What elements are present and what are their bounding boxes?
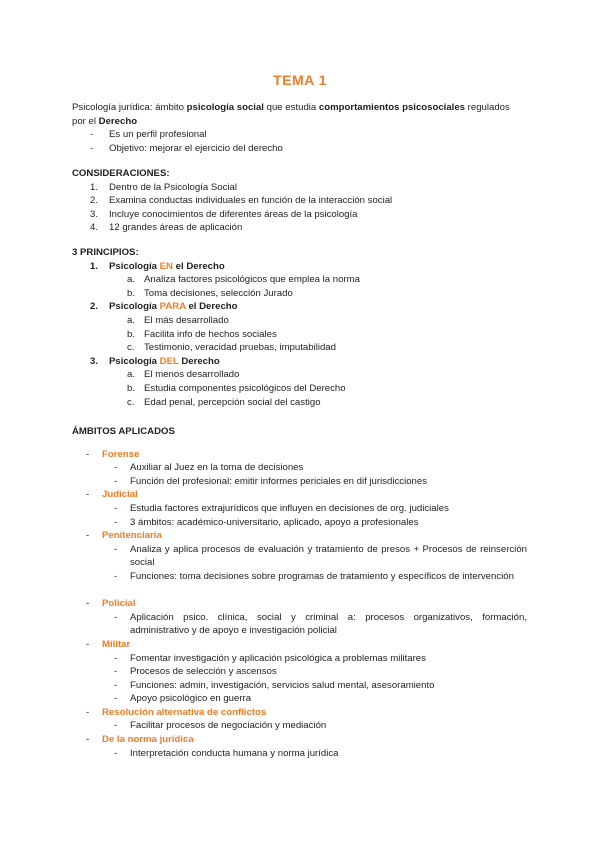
- list-item: - Apoyo psicológico en guerra: [114, 693, 252, 705]
- list-item: c. Edad penal, percepción social del castigo: [127, 396, 321, 408]
- list-item: 3. Incluye conocimientos de diferentes áreas de la psicología: [90, 208, 358, 220]
- intro-text: por el: [72, 115, 99, 127]
- principio-item: 2. Psicología PARA el Derecho: [90, 301, 238, 313]
- intro-bold: psicología social: [186, 102, 264, 113]
- consideraciones-section: [72, 167, 532, 235]
- list-item: b. Facilita info de hechos sociales: [127, 328, 277, 340]
- list-item: - Funciones: admin, investigación, servicios salud mental, asesoramiento: [114, 679, 435, 691]
- principio-item: 1. Psicología EN el Derecho: [90, 260, 225, 272]
- list-item: - Estudia factores extrajurídicos que influyen en decisiones de org. judiciales: [114, 502, 449, 514]
- ambito-policial: - Policial: [86, 598, 136, 610]
- intro-text: regulados: [465, 102, 510, 113]
- ambito-norma: - De la norma jurídica: [86, 734, 194, 746]
- list-item: - Aplicación psico. clínica, social y criminal a: procesos organizativos, formación, administrativo y de apoyo e investigación policial: [114, 611, 527, 637]
- ambito-resolucion: - Resolución alternativa de conflictos: [86, 706, 267, 718]
- list-item: - Procesos de selección y ascensos: [114, 666, 277, 678]
- list-item: - Es un perfil profesional: [90, 129, 207, 141]
- list-item: b. Estudia componentes psicológicos del Derecho: [127, 382, 346, 394]
- list-item: 4. 12 grandes áreas de aplicación: [90, 222, 243, 234]
- section-heading: 3 PRINCIPIOS:: [72, 247, 139, 258]
- list-item: - Interpretación conducta humana y norma jurídica: [114, 747, 339, 759]
- list-item: - Analiza y aplica procesos de evaluación y tratamiento de presos + Procesos de reinserción social: [114, 543, 527, 569]
- list-item: a. El menos desarrollado: [127, 369, 240, 381]
- list-item: a. El más desarrollado: [127, 314, 229, 326]
- page-title: TEMA 1: [273, 72, 327, 88]
- intro-paragraph: [72, 101, 532, 155]
- ambito-forense: - Forense: [86, 448, 140, 460]
- list-item: - Objetivo: mejorar el ejercicio del derecho: [90, 142, 283, 154]
- list-item: - Función del profesional: emitir informes periciales en dif jurisdicciones: [114, 475, 428, 487]
- principio-item: 3. Psicología DEL Derecho: [90, 355, 220, 367]
- intro-text: que estudia: [263, 102, 319, 113]
- section-heading: CONSIDERACIONES:: [72, 168, 170, 179]
- list-item: c. Testimonio, veracidad pruebas, imputabilidad: [127, 342, 336, 354]
- list-item: - Facilitar procesos de negociación y mediación: [114, 720, 327, 732]
- principios-section: [72, 246, 532, 409]
- intro-text: Psicología jurídica: ámbito: [72, 102, 187, 113]
- ambito-militar: - Militar: [86, 638, 131, 650]
- intro-bold: Derecho: [98, 115, 138, 127]
- ambitos-section: [72, 425, 532, 760]
- ambito-penitenciaria: - Penitenciaria: [86, 530, 162, 542]
- list-item: 1. Dentro de la Psicología Social: [90, 181, 237, 193]
- intro-bold: comportamientos psicosociales: [318, 102, 466, 113]
- list-item: - 3 ámbitos: académico-universitario, aplicado, apoyo a profesionales: [114, 516, 419, 528]
- list-item: b. Toma decisiones, selección Jurado: [127, 287, 293, 299]
- section-heading: ÁMBITOS APLICADOS: [72, 426, 175, 437]
- list-item: - Auxiliar al Juez en la toma de decisiones: [114, 462, 304, 474]
- list-item: 2. Examina conductas individuales en función de la interacción social: [90, 195, 393, 207]
- list-item: - Fomentar investigación y aplicación psicológica a problemas militares: [114, 652, 426, 664]
- list-item: a. Analiza factores psicológicos que emplea la norma: [127, 274, 360, 286]
- ambito-judicial: - Judicial: [86, 489, 138, 501]
- list-item: - Funciones: toma decisiones sobre programas de tratamiento y específicos de intervención: [114, 570, 514, 582]
